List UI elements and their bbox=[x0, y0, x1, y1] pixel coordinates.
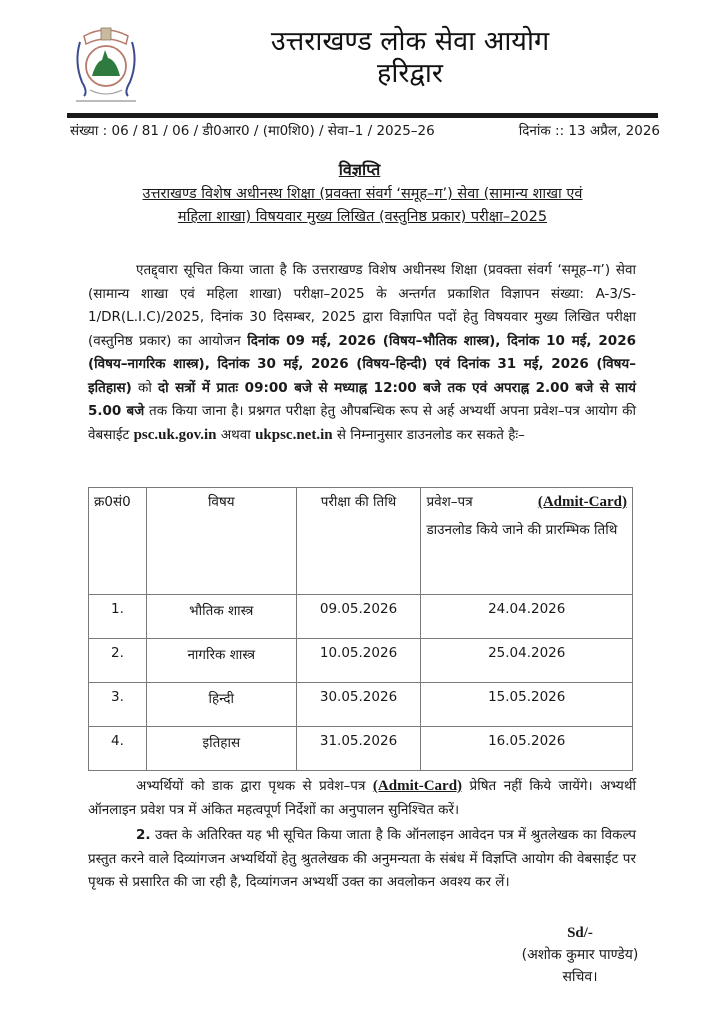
signatory-designation: सचिव। bbox=[562, 969, 598, 985]
admit-card-schedule-table bbox=[88, 487, 633, 771]
reference-line bbox=[70, 122, 660, 140]
issue-date: दिनांक :: 13 अप्रैल, 2026 bbox=[518, 123, 660, 139]
subject-line-2: महिला शाखा) विषयवार मुख्य लिखित (वस्तुनिष्ठ प्रकार) परीक्षा–2025 bbox=[177, 209, 548, 225]
body-paragraph-1: एतद्द्वारा सूचित किया जाता है कि उत्तराखण्ड विशेष अधीनस्थ शिक्षा (प्रवक्ता संवर्ग ‘समूह–ग’) सेवा (सामान्य शाखा एवं महिला शाखा) परीक्षा–2025 के अन्तर्गत प्रकाशित विज्ञापन संख्या: A-3/S-1/DR(L.I.C)/2025, दिनांक 30 दिसम्बर, 2025 द्वारा विज्ञापित पदों हेतु विषयवार मुख्य लिखित परीक्षा (वस्तुनिष्ठ प्रकार) का आयोजन दिनांक 09 मई, 2026 (विषय–भौतिक शास्त्र), दिनांक 10 मई, 2026 (विषय–नागरिक शास्त्र), दिनांक 30 मई, 2026 (विषय–हिन्दी) एवं दिनांक 31 मई, 2026 (विषय–इतिहास) को दो सत्रों में प्रातः 09:00 बजे से मध्याह्न 12:00 बजे तक एवं अपराह्न 2.00 बजे से सायं 5.00 बजे तक किया जाना है। प्रश्नगत परीक्षा हेतु औपबन्धिक रूप से अर्ह अभ्यर्थी अपना प्रवेश–पत्र आयोग की वेबसाईट psc.uk.gov.in अथवा ukpsc.net.in से निम्नानुसार डाउनलोड कर सकते हैः– bbox=[88, 262, 636, 443]
notice-heading: विज्ञप्ति bbox=[338, 160, 381, 179]
notice-subject bbox=[90, 183, 635, 229]
header-divider bbox=[67, 113, 658, 118]
signature-sd: Sd/- bbox=[567, 925, 593, 941]
org-city: हरिद्वार bbox=[377, 58, 443, 89]
website-link-2[interactable]: ukpsc.net.in bbox=[255, 426, 333, 443]
exam-dates-bold: दिनांक 09 मई, 2026 (विषय–भौतिक शास्त्र), दिनांक 10 मई, 2026 (विषय–नागरिक शास्त्र), दिनांक 30 मई, 2026 (विषय–हिन्दी) एवं दिनांक 31 मई, 2026 (विषय–इतिहास) bbox=[88, 332, 636, 396]
org-name: उत्तराखण्ड लोक सेवा आयोग bbox=[270, 26, 550, 57]
table-row: 2. नागरिक शास्त्र 10.05.2026 25.04.2026 bbox=[89, 639, 633, 683]
website-link-1[interactable]: psc.uk.gov.in bbox=[133, 426, 217, 443]
table-row: 3. हिन्दी 30.05.2026 15.05.2026 bbox=[89, 683, 633, 727]
admit-card-term: (Admit-Card) bbox=[372, 778, 463, 794]
table-row: 4. इतिहास 31.05.2026 16.05.2026 bbox=[89, 727, 633, 771]
signatory-name: (अशोक कुमार पाण्डेय) bbox=[521, 947, 639, 963]
col-header-sno: क्र0सं0 bbox=[89, 488, 147, 595]
col-header-exam-date: परीक्षा की तिथि bbox=[296, 488, 421, 595]
col-header-subject: विषय bbox=[146, 488, 296, 595]
col-header-admit-date: प्रवेश–पत्र (Admit-Card) डाउनलोड किये जाने की प्रारम्भिक तिथि bbox=[421, 488, 633, 595]
signature-block bbox=[440, 922, 719, 988]
body-paragraph-2: अभ्यर्थियों को डाक द्वारा पृथक से प्रवेश–पत्र (Admit-Card) प्रेषित नहीं किये जायेंगे। अभ्यर्थी ऑनलाइन प्रवेश पत्र में अंकित महत्वपूर्ण निर्देशों का अनुपालन सुनिश्चित करें। bbox=[88, 778, 636, 818]
exam-sessions-bold: दो सत्रों में प्रातः 09:00 बजे से मध्याह्न 12:00 बजे तक एवं अपराह्न 2.00 बजे से सायं 5.00 बजे bbox=[88, 379, 636, 419]
table-row: 1. भौतिक शास्त्र 09.05.2026 24.04.2026 bbox=[89, 595, 633, 639]
table-header-row bbox=[89, 488, 633, 595]
reference-number: संख्या : 06 / 81 / 06 / डी0आर0 / (मा0शि0) / सेवा–1 / 2025–26 bbox=[70, 123, 435, 139]
ukpsc-emblem-icon bbox=[70, 22, 142, 104]
body-paragraph-3: 2. उक्त के अतिरिक्त यह भी सूचित किया जाता है कि ऑनलाइन आवेदन पत्र में श्रुतलेखक का विकल्प प्रस्तुत करने वाले दिव्यांगजन अभ्यर्थियों हेतु श्रुतलेखक की अनुमन्यता के संबंध में विज्ञप्ति आयोग की वेबसाईट पर पृथक से प्रसारित की जा रही है, दिव्यांगजन अभ्यर्थी उक्त का अवलोकन अवश्य कर लें। bbox=[88, 827, 636, 890]
subject-line-1: उत्तराखण्ड विशेष अधीनस्थ शिक्षा (प्रवक्ता संवर्ग ‘समूह–ग’) सेवा (सामान्य शाखा एवं bbox=[142, 186, 583, 202]
